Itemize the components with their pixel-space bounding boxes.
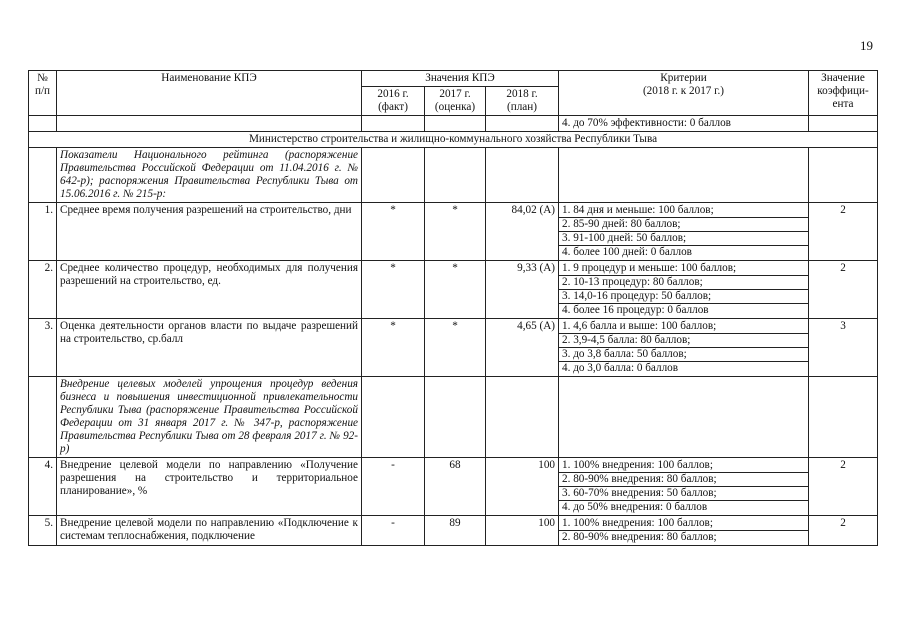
header-num — [29, 71, 57, 116]
value-2016: * — [362, 319, 425, 377]
value-2017: * — [425, 261, 486, 319]
header-2016-label: 2016 г. (факт) — [377, 88, 409, 113]
group1-criteria — [559, 148, 809, 203]
group1-text: Показатели Национального рейтинга (распоряжение Правительства Российской Федерации от 11.04.2016 г. № 642-р); распоряжения Правительства Республики Тыва от 15.06.2016 г. № 215-р: — [57, 148, 362, 203]
criteria-line: 3. 60-70% внедрения: 50 баллов; — [559, 486, 808, 500]
group1-2016 — [362, 148, 425, 203]
criteria-line: 2. 85-90 дней: 80 баллов; — [559, 217, 808, 231]
kpe-name: Внедрение целевой модели по направлению «Подключение к системам теплоснабжения, подключение — [57, 516, 362, 546]
group2-num — [29, 377, 57, 458]
kpe-table — [28, 70, 878, 546]
coefficient: 2 — [809, 516, 878, 546]
table-row — [29, 203, 878, 261]
section-row — [29, 132, 878, 148]
value-2017: 68 — [425, 458, 486, 516]
carry-criteria-line: 4. до 70% эффективности: 0 баллов — [562, 117, 731, 129]
value-2017: * — [425, 319, 486, 377]
table-row — [29, 458, 878, 516]
group2-text: Внедрение целевых моделей упрощения процедур ведения бизнеса и повышения инвестиционной привлекательности Республики Тыва (распоряжение Правительства Российской Федерации от 31 января 2017 г. № 347-р, распоряжение Правительства Республики Тыва от 28 февраля 2017 г. № 92-р) — [57, 377, 362, 458]
criteria-line: 2. 80-90% внедрения: 80 баллов; — [559, 472, 808, 486]
carry-2016 — [362, 116, 425, 132]
value-2018: 84,02 (А) — [486, 203, 559, 261]
row-number: 5. — [29, 516, 57, 546]
criteria-line: 1. 84 дня и меньше: 100 баллов; — [562, 204, 714, 216]
header-criteria — [559, 71, 809, 116]
carry-criteria — [559, 116, 809, 132]
criteria-line: 3. до 3,8 балла: 50 баллов; — [559, 347, 808, 361]
criteria-line: 1. 9 процедур и меньше: 100 баллов; — [562, 262, 737, 274]
criteria-line: 3. 14,0-16 процедур: 50 баллов; — [559, 289, 808, 303]
criteria-line: 1. 100% внедрения: 100 баллов; — [562, 459, 713, 471]
criteria-line: 4. более 16 процедур: 0 баллов — [559, 303, 808, 317]
value-2018: 9,33 (А) — [486, 261, 559, 319]
rows-a — [29, 203, 878, 377]
header-2018 — [486, 87, 559, 116]
carry-2017 — [425, 116, 486, 132]
coefficient: 2 — [809, 458, 878, 516]
criteria-line: 4. более 100 дней: 0 баллов — [559, 245, 808, 259]
header-row — [29, 71, 878, 87]
header-coef — [809, 71, 878, 116]
header-name — [57, 71, 362, 116]
carry-2018 — [486, 116, 559, 132]
carry-coef — [809, 116, 878, 132]
criteria-line: 4. до 3,0 балла: 0 баллов — [559, 361, 808, 375]
criteria-line: 2. 3,9-4,5 балла: 80 баллов; — [559, 333, 808, 347]
value-2016: - — [362, 516, 425, 546]
coefficient: 2 — [809, 203, 878, 261]
carry-name — [57, 116, 362, 132]
coefficient: 2 — [809, 261, 878, 319]
group2-2016 — [362, 377, 425, 458]
group1-row — [29, 148, 878, 203]
header-2017-label: 2017 г. (оценка) — [434, 88, 476, 113]
criteria-cell — [559, 203, 809, 261]
value-2016: - — [362, 458, 425, 516]
page-number: 19 — [860, 38, 873, 53]
section-title: Министерство строительства и жилищно-коммунального хозяйства Республики Тыва — [29, 132, 878, 148]
criteria-cell — [559, 516, 809, 546]
header-2016 — [362, 87, 425, 116]
group2-2018 — [486, 377, 559, 458]
group2-2017 — [425, 377, 486, 458]
criteria-line: 1. 100% внедрения: 100 баллов; — [562, 517, 713, 529]
criteria-line: 4. до 50% внедрения: 0 баллов — [559, 500, 808, 514]
value-2018: 100 — [486, 458, 559, 516]
kpe-name: Среднее время получения разрешений на строительство, дни — [57, 203, 362, 261]
value-2017: 89 — [425, 516, 486, 546]
header-values — [362, 71, 559, 87]
group2-coef — [809, 377, 878, 458]
carry-num — [29, 116, 57, 132]
criteria-line: 2. 10-13 процедур: 80 баллов; — [559, 275, 808, 289]
table-row — [29, 319, 878, 377]
header-2017 — [425, 87, 486, 116]
kpe-name: Среднее количество процедур, необходимых для получения разрешений на строительство, ед. — [57, 261, 362, 319]
value-2018: 4,65 (А) — [486, 319, 559, 377]
group1-coef — [809, 148, 878, 203]
criteria-line: 2. 80-90% внедрения: 80 баллов; — [559, 530, 808, 544]
value-2016: * — [362, 261, 425, 319]
value-2016: * — [362, 203, 425, 261]
group2-criteria — [559, 377, 809, 458]
row-number: 2. — [29, 261, 57, 319]
group1-num — [29, 148, 57, 203]
header-num-label: № п/п — [34, 72, 51, 97]
table-row — [29, 261, 878, 319]
value-2017: * — [425, 203, 486, 261]
row-number: 3. — [29, 319, 57, 377]
criteria-line: 1. 4,6 балла и выше: 100 баллов; — [562, 320, 717, 332]
criteria-cell — [559, 261, 809, 319]
rows-b — [29, 458, 878, 546]
coefficient: 3 — [809, 319, 878, 377]
group1-2017 — [425, 148, 486, 203]
group1-2018 — [486, 148, 559, 203]
criteria-cell — [559, 458, 809, 516]
criteria-line: 3. 91-100 дней: 50 баллов; — [559, 231, 808, 245]
criteria-cell — [559, 319, 809, 377]
table-row — [29, 516, 878, 546]
header-name-label: Наименование КПЭ — [161, 72, 257, 84]
row-number: 1. — [29, 203, 57, 261]
header-2018-label: 2018 г. (план) — [506, 88, 538, 113]
carry-over-row — [29, 116, 878, 132]
kpe-name: Оценка деятельности органов власти по выдаче разрешений на строительство, ср.балл — [57, 319, 362, 377]
value-2018: 100 — [486, 516, 559, 546]
kpe-name: Внедрение целевой модели по направлению «Получение разрешения на строительство и территориальное планирование», % — [57, 458, 362, 516]
row-number: 4. — [29, 458, 57, 516]
header-coef-label: Значение коэффици- ента — [817, 72, 869, 110]
header-criteria-label: Критерии (2018 г. к 2017 г.) — [642, 72, 725, 97]
group2-row — [29, 377, 878, 458]
header-values-label: Значения КПЭ — [425, 72, 495, 84]
